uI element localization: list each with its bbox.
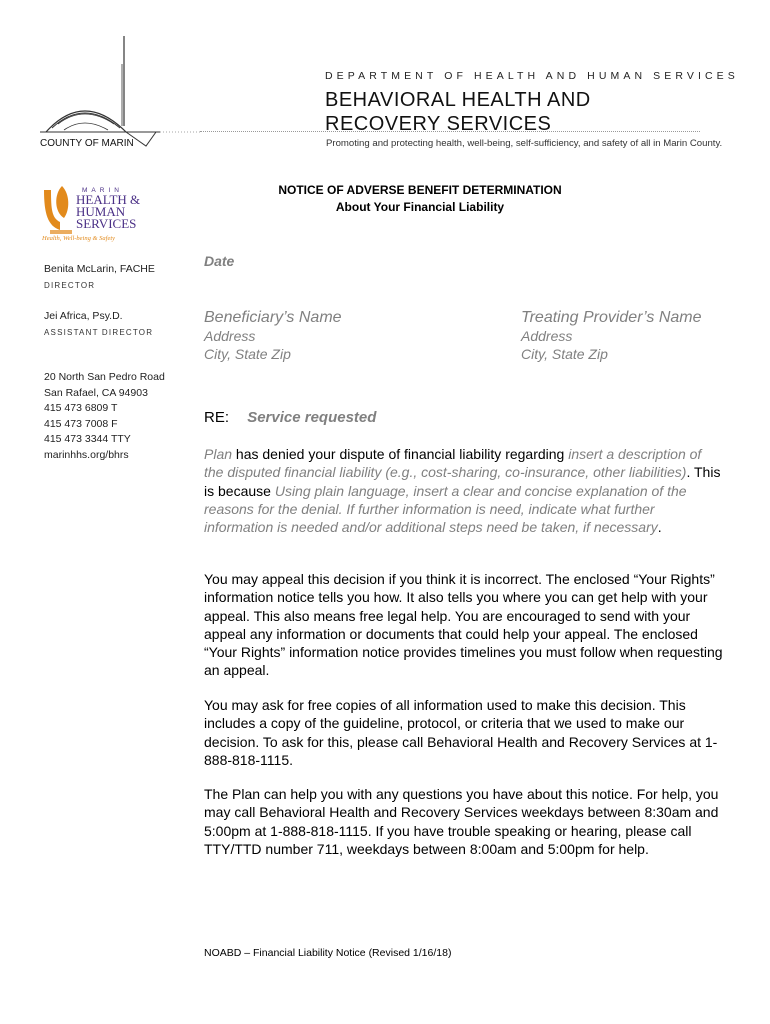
beneficiary-block	[204, 309, 342, 363]
help-paragraph: The Plan can help you with any questions you have about this notice. For help, you may call Behavioral Health and Recovery Services weekdays between 8:30am and 5:00pm at 1-888-818-1115. If you have trouble speaking or hearing, please call TTY/TTD number 711, weekdays between 8:00am and 5:00pm for help.	[204, 786, 719, 857]
provider-address: Address	[521, 328, 573, 344]
phone-line: 415 473 6809 T	[44, 402, 118, 414]
re-service: Service requested	[247, 409, 377, 426]
assistant-director-name: Jei Africa, Psy.D.	[44, 310, 123, 322]
tagline: Promoting and protecting health, well-being, self-sufficiency, and safety of all in Marin County.	[326, 138, 723, 149]
website-link[interactable]: marinhhs.org/bhrs	[44, 448, 129, 461]
para1-text2: . This is because	[204, 464, 721, 499]
hhs-logo-services: SERVICES	[76, 216, 137, 231]
reason-placeholder: Using plain language, insert a clear and concise explanation of the reasons for the denial. If further information is need, indicate what further information is needed and/or additional steps need be taken, if necessary	[204, 482, 687, 536]
liability-placeholder: insert a description of the disputed financial liability (e.g., cost-sharing, co-insurance, other liabilities)	[204, 446, 702, 481]
date-placeholder: Date	[204, 253, 235, 269]
hhs-logo-slogan: Health, Well-being & Safety	[42, 235, 116, 242]
para1-text3: .	[657, 519, 662, 536]
agency-title-line1: BEHAVIORAL HEALTH AND	[325, 89, 591, 111]
marin-hhs-logo	[42, 184, 154, 242]
free-copies-paragraph: You may ask for free copies of all information used to make this decision. This includes a copy of the guideline, protocol, or criteria that we used to make our decision. To ask for this, please call Behavioral Health and Recovery Services at 1-888-818-1115.	[204, 697, 718, 768]
address-line: San Rafael, CA 94903	[44, 386, 148, 399]
assistant-director-block	[44, 309, 153, 340]
provider-name: Treating Provider’s Name	[521, 309, 702, 326]
hhs-logo-marin: MARIN	[82, 187, 123, 194]
re-line	[204, 409, 376, 426]
department-line: DEPARTMENT OF HEALTH AND HUMAN SERVICES	[325, 70, 739, 82]
provider-city: City, State Zip	[521, 346, 608, 362]
appeal-paragraph: You may appeal this decision if you think it is incorrect. The enclosed “Your Rights” information notice tells you how. It also tells you where you can get help with your appeal. This also means free legal help. You are encouraged to send with your appeal any information or documents that could help your appeal. The enclosed “Your Rights” information notice provides timelines you must follow when requesting an appeal.	[204, 571, 723, 679]
agency-title	[325, 88, 591, 136]
contact-address	[44, 370, 165, 463]
footer-revision: NOABD – Financial Liability Notice (Revised 1/16/18)	[204, 947, 452, 959]
director-title: DIRECTOR	[44, 280, 96, 290]
denial-paragraph	[204, 445, 724, 536]
notice-title-block	[200, 182, 640, 216]
tty-line: 415 473 3344 TTY	[44, 433, 131, 445]
hhs-logo-health: HEALTH &	[76, 192, 141, 207]
address-line: 20 North San Pedro Road	[44, 371, 165, 383]
re-label: RE:	[204, 409, 230, 426]
assistant-director-title: ASSISTANT DIRECTOR	[44, 327, 154, 337]
para1-text1: has denied your dispute of financial liability regarding	[232, 446, 569, 462]
plan-placeholder: Plan	[204, 446, 233, 462]
notice-title: NOTICE OF ADVERSE BENEFIT DETERMINATION	[278, 183, 562, 197]
provider-block	[521, 309, 702, 363]
director-block	[44, 262, 155, 293]
county-label: COUNTY OF MARIN	[40, 138, 134, 149]
beneficiary-address: Address	[204, 328, 256, 344]
beneficiary-name: Beneficiary’s Name	[204, 309, 342, 326]
hhs-logo-human: HUMAN	[76, 204, 126, 219]
notice-subtitle: About Your Financial Liability	[335, 200, 505, 214]
agency-title-line2: RECOVERY SERVICES	[325, 113, 552, 135]
fax-line: 415 473 7008 F	[44, 417, 118, 430]
beneficiary-city: City, State Zip	[204, 346, 291, 362]
director-name: Benita McLarin, FACHE	[44, 263, 155, 275]
